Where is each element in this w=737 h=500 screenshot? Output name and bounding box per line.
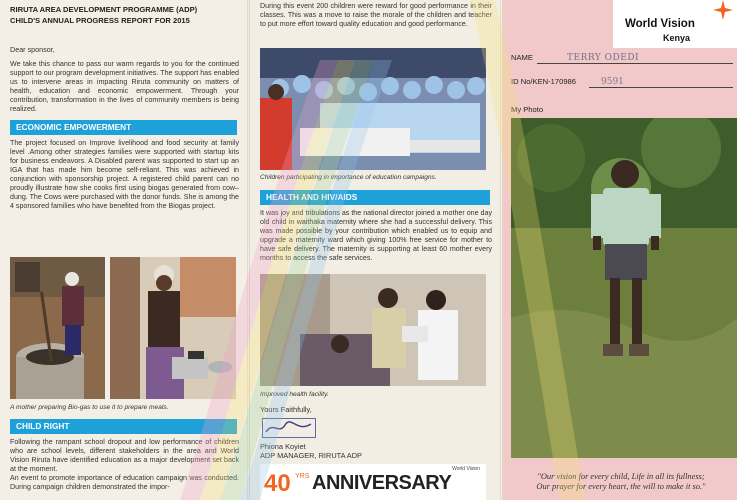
world-vision-star-icon	[711, 0, 735, 22]
vision-quote	[507, 472, 735, 492]
child-photo	[511, 118, 737, 458]
health-facility-photo	[260, 274, 486, 386]
signer-title: ADP MANAGER, RIRUTA ADP	[260, 451, 362, 460]
id-label: ID No/KEN-170986	[511, 77, 577, 86]
brand-block	[613, 0, 737, 48]
child-right-paragraph: Following the rampant school dropout and low performance of children who are school levels, different stakeholders in the area and World Vision Riruta have identified education as a major development set back at the moment.	[10, 438, 239, 473]
biogas-photo-right	[110, 257, 236, 399]
report-panel-left	[0, 0, 247, 500]
child-right-paragraph-2: An event to promote importance of education campaign was conducted. During campaign children demonstrated the impor-	[10, 474, 239, 491]
anniversary-tag: World Vision	[452, 466, 480, 472]
quote-line2: Our prayer for every heart, the will to make it so."	[536, 482, 706, 491]
health-paragraph: It was joy and tribulations as the national director joined a mother one day old child in waithaka maternity where she had a successful delivery. This was made possible by your contribution which enabled us to equip and upgrade a maternity ward which giving 100% free service for mother to have safe delivery. The maternity is supporting at least 60 mother every months to access the safe services.	[260, 209, 492, 262]
anniversary-number: 40	[264, 470, 291, 497]
education-campaign-photo	[260, 48, 486, 170]
report-title-line1: RIRUTA AREA DEVELOPMENT PROGRAMME (ADP)	[10, 5, 198, 14]
brand-name: World Vision	[625, 18, 695, 30]
signer-name: Phiona Koyiet	[260, 442, 306, 451]
anniversary-years: YRS	[295, 473, 310, 480]
anniversary-word: ANNIVERSARY	[312, 472, 452, 494]
health-photo-caption: Improved health facility.	[260, 391, 329, 398]
child-profile-panel	[503, 0, 737, 500]
signature-stamp	[262, 418, 316, 438]
greeting: Dear sponsor,	[10, 45, 55, 54]
signoff: Yours Faithfully,	[260, 405, 312, 414]
section-heading-health: HEALTH AND HIV/AIDS	[260, 190, 490, 205]
brand-country: Kenya	[663, 33, 691, 43]
section-heading-economic: ECONOMIC EMPOWERMENT	[10, 120, 237, 135]
name-row	[511, 50, 733, 64]
report-panel-middle	[250, 0, 500, 500]
id-handwritten: 9591	[601, 77, 624, 87]
campaign-photo-caption: Children participating in importance of education campaigns.	[260, 174, 437, 181]
photo-label: My Photo	[511, 105, 544, 114]
report-title-line2: CHILD'S ANNUAL PROGRESS REPORT FOR 2015	[10, 16, 190, 25]
name-value: TERRY ODEDI	[567, 53, 640, 63]
name-label: NAME	[511, 53, 533, 62]
biogas-photo-left	[10, 257, 105, 399]
anniversary-banner	[260, 464, 486, 500]
section-heading-child-right: CHILD RIGHT	[10, 419, 237, 434]
biogas-photo-caption: A mother preparing Bio-gas to use it to prepare meals.	[10, 404, 169, 411]
quote-line1: "Our vision for every child, Life in all its fullness;	[537, 472, 705, 481]
economic-paragraph: The project focused on Improve livelihood and food security at family level .Among other strategies families were supported with startup kits for business endeavors. A Disabled parent was supported to start up an IGA that has made him become self-reliant. This was achieved in conjunction with sponsorship project. A registered child parent can no proudly illustrate how she cooks first using biogas generated from cow–dung. The Cows were purchased with the donor funds. She is among the 4 sponsored families who have benefited from the Biogas project.	[10, 139, 239, 210]
id-row	[511, 74, 733, 88]
campaign-paragraph: During this event 200 children were reward for good performance in their classes. This was a move to raise the morale of the children and teacher to put more effort toward quality education and good performance.	[260, 2, 492, 28]
intro-paragraph: We take this chance to pass our warm regards to you for the continued support to our program development initiatives. The support has enabled us to intervene areas in impacting Riruta community on matters of health, education and economic empowerment. Through your contribution, transformation in the lives of community members is being realized.	[10, 60, 239, 113]
